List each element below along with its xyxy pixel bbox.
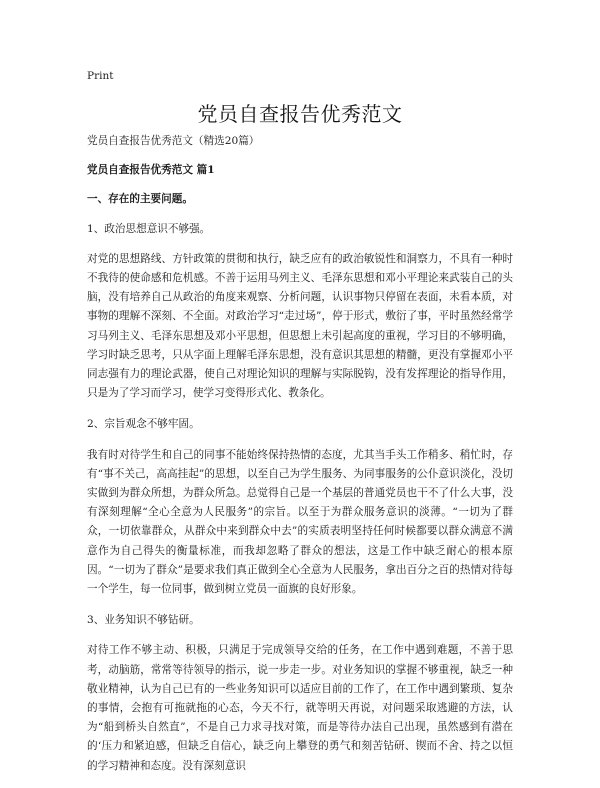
- page-title: 党员自查报告优秀范文: [197, 102, 403, 126]
- paragraph: 我有时对待学生和自己的同事不能始终保持热情的态度，尤其当手头工作稍多、稍忙时，存有“事不关己，高高挂起”的思想，以至自己为学生服务、为同事服务的公仆意识淡化，没切实做到为群众所想，为群众所急。总觉得自己是一个基层的普通党员也干不了什么大事，没有深刻理解“全心全意为人民服务”的宗旨。以至于为群众服务意识的淡薄。“一切为了群众，一切依靠群众，从群众中来到群众中去”的实质表明坚持任何时候都要以群众满意不满意作为自己得失的衡量标准，而我却忽略了群众的想法，这是工作中缺乏耐心的根本原因。“一切为了群众”是要求我们真正做到全心全意为人民服务，拿出百分之百的热情对待每一个学生，每一位同事，做到树立党员一面旗的良好形象。: [87, 448, 513, 596]
- section-title: 党员自查报告优秀范文 篇1: [87, 164, 215, 177]
- paragraph: 对党的思想路线、方针政策的贯彻和执行，缺乏应有的政治敏锐性和洞察力，不具有一种时不我待的使命感和危机感。不善于运用马列主义、毛泽东思想和邓小平理论来武装自己的头脑，没有培养自己从政治的角度来观察、分析问题，认识事物只停留在表面，未看本质，对事物的理解不深刻、不全面。对政治学习“走过场”，停于形式，敷衍了事，平时虽然经常学习马列主义、毛泽东思想及邓小平思想，但思想上未引起高度的重视，学习目的不够明确，学习时缺乏思考，只从字面上理解毛泽东思想，没有意识其思想的精髓，更没有掌握邓小平同志强有力的理论武器，使自己对理论知识的理解与实际脱钩，没有发挥理论的指导作用，只是为了学习而学习，使学习变得形式化、教条化。: [87, 252, 513, 400]
- list-item-heading: 3、业务知识不够钻研。: [87, 614, 200, 627]
- document-body: [87, 132, 513, 788]
- list-item-heading: 1、政治思想意识不够强。: [87, 222, 211, 235]
- section-heading: 一、存在的主要问题。: [87, 193, 193, 206]
- print-label: Print: [87, 70, 114, 82]
- paragraph: 对待工作不够主动、积极，只满足于完成领导交给的任务，在工作中遇到难题，不善于思考，动脑筋，常常等待领导的指示，说一步走一步。对业务知识的掌握不够重视，缺乏一种敬业精神，认为自己已有的一些业务知识可以适应目前的工作了，在工作中遇到繁琐、复杂的事情，会抱有可拖就拖的心态，今天不行，就等明天再说，对问题采取逃避的方法，认为“船到桥头自然直”，不是自己力求寻找对策，而是等待办法自己出现，虽然感到有潜在的‘压力和紧迫感，但缺乏自信心，缺乏向上攀登的勇气和刻苦钻研、锲而不舍、持之以恒的学习精神和态度。没有深刻意识: [87, 644, 513, 772]
- list-item-heading: 2、宗旨观念不够牢固。: [87, 418, 200, 431]
- document-subtitle: 党员自查报告优秀范文（精选20篇）: [87, 135, 260, 147]
